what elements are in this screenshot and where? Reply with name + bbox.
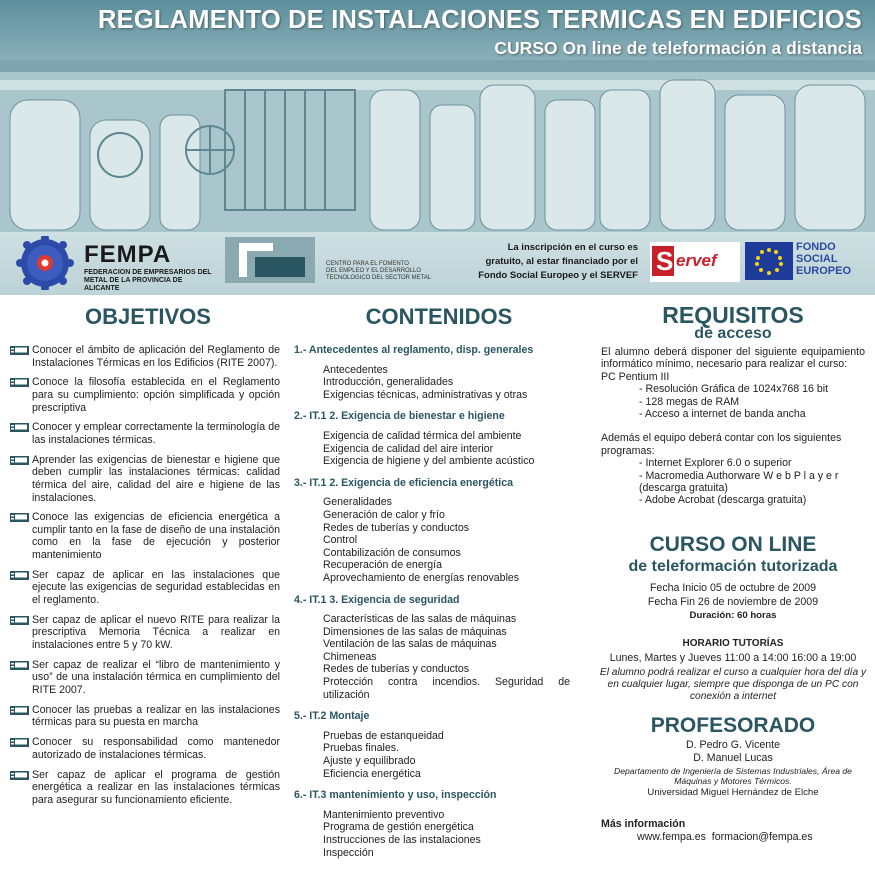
contenido-item: Exigencia de calidad del aire interior xyxy=(323,442,494,455)
contenido-section-items xyxy=(294,613,570,701)
monitor-bullet-icon xyxy=(10,456,29,465)
contenido-item: Aprovechamiento de energías renovables xyxy=(323,571,520,584)
contenidos-list xyxy=(294,344,570,868)
objetivo-item xyxy=(8,659,280,697)
contenido-item: Inspección xyxy=(323,846,374,859)
requisitos-subheading: de acceso xyxy=(694,325,772,342)
profesor-name: D. Manuel Lucas xyxy=(693,752,773,765)
monitor-bullet-icon xyxy=(10,423,29,432)
profesores xyxy=(598,739,868,766)
objetivo-item xyxy=(8,569,280,607)
curso-heading: CURSO ON LINE xyxy=(649,533,817,556)
curso-nota: El alumno podrá realizar el curso a cualquier hora del día y en cualquier lugar, siempre que disponga de un PC con conexión a internet xyxy=(599,667,867,703)
monitor-bullet-icon xyxy=(10,571,29,580)
hw-list xyxy=(601,383,865,420)
requisitos-pc: PC Pentium III xyxy=(601,370,670,383)
contenido-section-title: 1.- Antecedentes al reglamento, disp. generales xyxy=(294,344,534,356)
monitor-bullet-icon xyxy=(10,378,29,387)
header-banner xyxy=(0,0,875,295)
hw-item: - Acceso a internet de banda ancha xyxy=(639,408,806,421)
contenido-section-items xyxy=(294,430,570,468)
centro-fomento-text: CENTRO PARA EL FOMENTO DEL EMPLEO Y EL DESARROLLO TECNOLOGICO DEL SECTOR METAL xyxy=(326,261,432,281)
contenido-section-title: 2.- IT.1 2. Exigencia de bienestar e higiene xyxy=(294,410,505,423)
page-subtitle: CURSO On line de teleformación a distancia xyxy=(494,38,862,58)
universidad: Universidad Miguel Hernández de Elche xyxy=(647,787,819,798)
hw-item: - 128 megas de RAM xyxy=(639,395,740,408)
contenido-item: Control xyxy=(323,534,358,547)
contenido-item: Redes de tuberías y conductos xyxy=(323,663,470,676)
fempa-logo-text: FEMPA xyxy=(84,241,172,268)
program-item: - Macromedia Authorware W e b P l a y e r (descarga gratuita) xyxy=(639,469,839,495)
centro-fomento-logo-icon xyxy=(225,237,315,283)
objetivo-item xyxy=(8,344,280,369)
objetivo-item xyxy=(8,769,280,807)
contenido-item: Eficiencia energética xyxy=(323,767,421,780)
program-item: - Adobe Acrobat (descarga gratuita) xyxy=(639,494,807,507)
requisitos-intro: El alumno deberá disponer del siguiente equipamiento informático mínimo, necesario para realizar el curso: xyxy=(601,346,865,371)
objetivo-text: Ser capaz de aplicar el programa de gestión energética a realizar en las instalaciones térmicas para asegurar su funcionamiento eficiente. xyxy=(32,768,280,806)
monitor-bullet-icon xyxy=(10,706,29,715)
objetivo-text: Conocer su responsabilidad como mantenedor autorizado de instalaciones térmicas. xyxy=(32,736,280,761)
contenido-section-items xyxy=(294,730,570,780)
objetivo-item xyxy=(8,421,280,446)
contenido-item: Antecedentes xyxy=(323,363,388,376)
program-item: - Internet Explorer 6.0 o superior xyxy=(639,457,792,470)
contenido-item: Pruebas finales. xyxy=(323,742,399,755)
objetivo-item xyxy=(8,511,280,561)
contenido-section-title: 4.- IT.1 3. Exigencia de seguridad xyxy=(294,593,460,606)
info-title: Más información xyxy=(601,818,686,830)
objetivos-list xyxy=(8,344,280,813)
profesor-name: D. Pedro G. Vicente xyxy=(685,739,781,751)
contenido-item: Redes de tuberías y conductos xyxy=(323,521,470,534)
contenido-section-title: 6.- IT.3 mantenimiento y uso, inspección xyxy=(294,789,497,802)
contenido-item: Mantenimiento preventivo xyxy=(323,808,445,821)
email-link[interactable]: formacion@fempa.es xyxy=(711,831,813,843)
objetivo-item xyxy=(8,736,280,761)
requisitos-body xyxy=(601,346,865,507)
objetivo-text: Conocer las pruebas a realizar en las instalaciones térmicas para su puesta en marcha xyxy=(32,703,280,729)
contenido-section-items xyxy=(294,364,570,402)
contenido-item: Protección contra incendios. Seguridad de utilización xyxy=(323,676,570,701)
objetivo-item xyxy=(8,454,280,504)
contenido-item: Introducción, generalidades xyxy=(323,376,454,389)
web-link[interactable]: www.fempa.es xyxy=(637,831,706,843)
curso-dates xyxy=(598,582,868,623)
contenido-item: Ajuste y equilibrado xyxy=(323,755,416,768)
inscription-note: La inscripción en el curso es gratuito, al estar financiado por el Fondo Social Europeo y el SERVEF xyxy=(478,242,638,281)
objetivo-text: Ser capaz de aplicar el nuevo RITE para realizar la prescriptiva Memoria Técnica a realizar en instalaciones entre 5 y 70 kW. xyxy=(32,613,280,651)
objetivo-item xyxy=(8,704,280,729)
contenido-section-items xyxy=(294,809,570,859)
monitor-bullet-icon xyxy=(10,346,29,355)
objetivo-item xyxy=(8,614,280,652)
contenidos-heading: CONTENIDOS xyxy=(365,304,513,329)
horario-text: Lunes, Martes y Jueves 11:00 a 14:00 16:00 a 19:00 xyxy=(609,652,857,664)
objetivo-text: Ser capaz de aplicar en las instalaciones que ejecute las exigencias de seguridad establecidas en el reglamento. xyxy=(32,568,280,607)
programs-list xyxy=(601,457,865,507)
fempa-subtitle: FEDERACION DE EMPRESARIOS DEL METAL DE LA PROVINCIA DE ALICANTE xyxy=(84,269,212,292)
contenido-item: Generación de calor y frío xyxy=(323,508,445,521)
monitor-bullet-icon xyxy=(10,738,29,747)
fecha-fin: Fecha Fin 26 de noviembre de 2009 xyxy=(647,595,819,608)
servef-logo-icon xyxy=(650,242,740,282)
svg-text:ervef: ervef xyxy=(676,251,717,270)
programs-intro: Además el equipo deberá contar con los siguientes programas: xyxy=(601,432,842,457)
objetivos-heading: OBJETIVOS xyxy=(85,304,211,329)
profesorado-heading: PROFESORADO xyxy=(650,714,816,737)
contenido-item: Pruebas de estanqueidad xyxy=(323,729,444,742)
monitor-bullet-icon xyxy=(10,771,29,780)
objetivo-text: Ser capaz de realizar el “libro de mantenimiento y uso” de una instalación térmica en cumplimiento del RITE 2007. xyxy=(32,658,280,696)
objetivo-text: Aprender las exigencias de bienestar e higiene que deben cumplir las instalaciones térmicas: calidad térmica del aire, calidad del aire e higiene de las instalaciones. xyxy=(32,453,280,504)
departamento: Departamento de Ingeniería de Sistemas Industriales, Área de Máquinas y Motores Térmicos. xyxy=(614,766,852,786)
monitor-bullet-icon xyxy=(10,616,29,625)
objetivo-text: Conocer y emplear correctamente la terminología de las instalaciones térmicas. xyxy=(32,421,280,446)
pipes-photo xyxy=(0,60,875,235)
contenido-item: Dimensiones de las salas de máquinas xyxy=(323,625,507,638)
contenido-section-title: 3.- IT.1 2. Exigencia de eficiencia energética xyxy=(294,476,514,489)
svg-text:S: S xyxy=(656,246,674,276)
hw-item: - Resolución Gráfica de 1024x768 16 bit xyxy=(639,383,829,396)
contenido-item: Programa de gestión energética xyxy=(323,821,474,834)
objetivo-item xyxy=(8,376,280,414)
fempa-gear-icon xyxy=(16,236,74,290)
contenido-section-items xyxy=(294,496,570,584)
monitor-bullet-icon xyxy=(10,513,29,522)
contenido-item: Contabilización de consumos xyxy=(323,546,461,559)
objetivo-text: Conoce la filosofía establecida en el Reglamento para su cumplimiento: opción simplificada y opción prescriptiva xyxy=(32,376,280,414)
contenido-item: Exigencia de calidad térmica del ambiente xyxy=(323,429,522,442)
contenido-item: Generalidades xyxy=(323,496,392,509)
contenido-item: Exigencia de higiene y del ambiente acústico xyxy=(323,455,535,468)
fecha-inicio: Fecha Inicio 05 de octubre de 2009 xyxy=(649,582,817,594)
requisitos-heading: REQUISITOS xyxy=(662,302,804,328)
objetivo-text: Conocer el ámbito de aplicación del Reglamento de Instalaciones Térmicas en los Edificios (RITE 2007). xyxy=(32,344,280,369)
duracion: Duración: 60 horas xyxy=(689,610,777,622)
contenido-item: Exigencias técnicas, administrativas y otras xyxy=(323,388,528,401)
contenido-item: Recuperación de energía xyxy=(323,559,442,572)
horario-title: HORARIO TUTORÍAS xyxy=(682,638,784,649)
contenido-section-title: 5.- IT.2 Montaje xyxy=(294,710,370,723)
contenido-item: Instrucciones de las instalaciones xyxy=(323,834,481,846)
page-title: REGLAMENTO DE INSTALACIONES TERMICAS EN EDIFICIOS xyxy=(98,6,862,34)
info-contact xyxy=(637,831,813,843)
contenido-item: Chimeneas xyxy=(323,650,377,663)
monitor-bullet-icon xyxy=(10,661,29,670)
contenido-item: Características de las salas de máquinas xyxy=(323,613,517,626)
fse-text: FONDO SOCIAL EUROPEO xyxy=(796,241,852,277)
objetivo-text: Conoce las exigencias de eficiencia energética a cumplir tanto en la fase de diseño de una instalación como en la fase de ejecución y posterior mantenimiento xyxy=(32,511,280,562)
curso-subheading: de teleformación tutorizada xyxy=(628,558,838,575)
contenido-item: Ventilación de las salas de máquinas xyxy=(323,638,497,651)
